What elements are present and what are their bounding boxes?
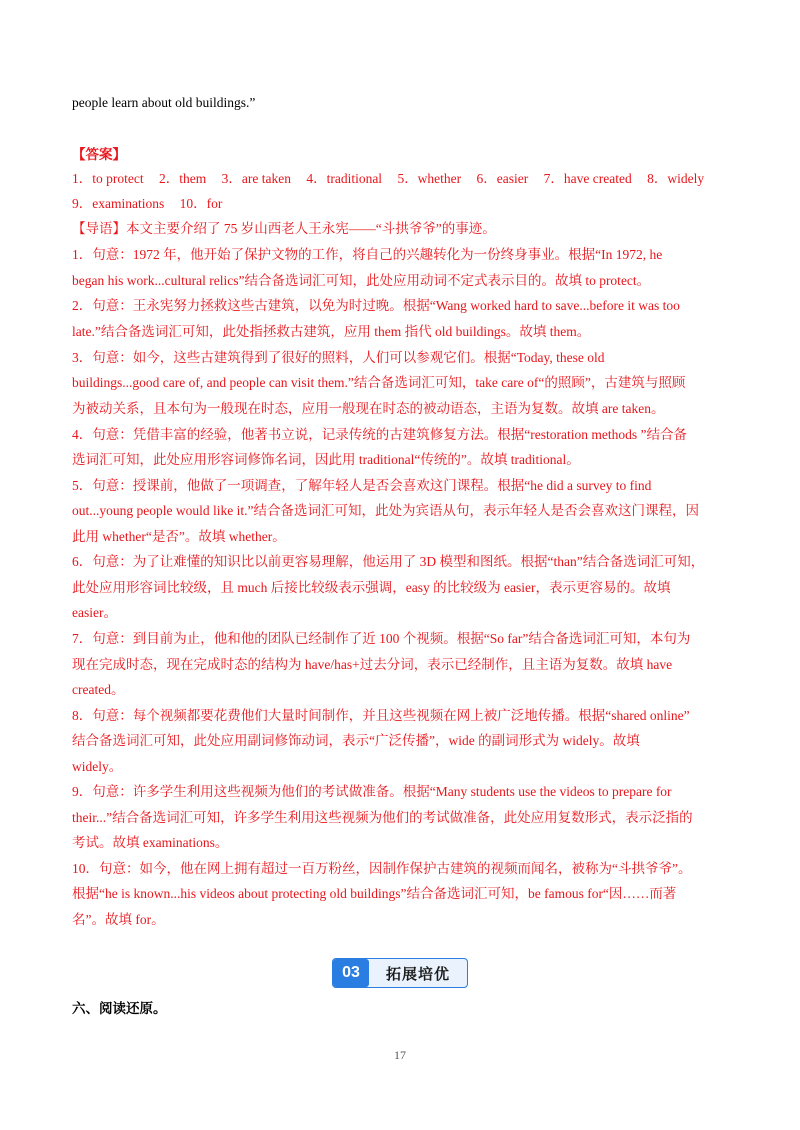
answer-item: 10．for xyxy=(179,196,223,211)
explanation-line: 10．句意：如今，他在网上拥有超过一百万粉丝，因制作保护古建筑的视频而闻名，被称为“斗拱爷爷”。 xyxy=(72,861,692,876)
answer-heading: 【答案】 xyxy=(72,147,126,162)
explanation-line: created。 xyxy=(72,682,125,697)
answer-item: 2．them xyxy=(158,171,207,186)
answers-row-2 xyxy=(72,195,732,213)
guide-text: 【导语】本文主要介绍了 75 岁山西老人王永宪——“斗拱爷爷”的事迹。 xyxy=(72,221,496,236)
explanation-line: 1．句意：1972 年，他开始了保护文物的工作，将自己的兴趣转化为一份终身事业。根据“In 1972, he xyxy=(72,247,663,262)
explanation-line: began his work...cultural relics”结合备选词汇可知，此处应用动词不定式表示目的。故填 to protect。 xyxy=(72,273,651,288)
explanation-line: 结合备选词汇可知，此处应用副词修饰动词，表示“广泛传播”，wide 的副词形式为 widely。故填 xyxy=(72,733,640,748)
section-number: 03 xyxy=(333,959,369,987)
explanation-line: 8．句意：每个视频都要花费他们大量时间制作，并且这些视频在网上被广泛地传播。根据“shared online” xyxy=(72,708,690,723)
explanation-line: late.”结合备选词汇可知，此处指拯救古建筑，应用 them 指代 old buildings。故填 them。 xyxy=(72,324,591,339)
section-badge xyxy=(332,958,468,988)
explanation-line: out...young people would like it.”结合备选词汇可知，此处为宾语从句，表示年轻人是否会喜欢这门课程，因 xyxy=(72,503,699,518)
answer-item: 1．to protect xyxy=(72,171,144,186)
explanation-line: 4．句意：凭借丰富的经验，他著书立说，记录传统的古建筑修复方法。根据“restoration methods ”结合备 xyxy=(72,427,687,442)
answer-item: 5．whether xyxy=(397,171,462,186)
answer-item: 9．examinations xyxy=(72,196,165,211)
explanation-line: 此用 whether“是否”。故填 whether。 xyxy=(72,529,286,544)
explanation-line: 5．句意：授课前，他做了一项调查，了解年轻人是否会喜欢这门课程。根据“he did a survey to find xyxy=(72,478,652,493)
explanation-line: their...”结合备选词汇可知，许多学生利用这些视频为他们的考试做准备，此处应用复数形式，表示泛指的 xyxy=(72,810,693,825)
explanation-line: 名”。故填 for。 xyxy=(72,912,165,927)
explanation-line: 选词汇可知，此处应用形容词修饰名词，因此用 traditional“传统的”。故填 traditional。 xyxy=(72,452,580,467)
answer-item: 4．traditional xyxy=(306,171,383,186)
answer-item: 6．easier xyxy=(476,171,529,186)
explanation-line: 此处应用形容词比较级，且 much 后接比较级表示强调，easy 的比较级为 easier，表示更容易的。故填 xyxy=(72,580,671,595)
answer-item: 3．are taken xyxy=(221,171,291,186)
section-title: 拓展培优 xyxy=(385,964,450,983)
section-heading: 六、阅读还原。 xyxy=(72,1001,167,1016)
previous-paragraph-tail: people learn about old buildings.” xyxy=(72,95,256,110)
explanation-line: 9．句意：许多学生利用这些视频为他们的考试做准备。根据“Many students use the videos to prepare for xyxy=(72,784,672,799)
explanation-line: 2．句意：王永宪努力拯救这些古建筑，以免为时过晚。根据“Wang worked hard to save...before it was too xyxy=(72,298,680,313)
explanation-line: 为被动关系，且本句为一般现在时态，应用一般现在时态的被动语态，主语为复数。故填 are taken。 xyxy=(72,401,665,416)
answer-item: 8．widely xyxy=(647,171,705,186)
explanation-line: easier。 xyxy=(72,605,117,620)
explanation-line: 考试。故填 examinations。 xyxy=(72,835,229,850)
answers-row-1 xyxy=(72,170,732,188)
explanation-line: 7．句意：到目前为止，他和他的团队已经制作了近 100 个视频。根据“So far”结合备选词汇可知，本句为 xyxy=(72,631,691,646)
explanation-line: buildings...good care of, and people can visit them.”结合备选词汇可知，take care of“的照顾”，古建筑与照顾 xyxy=(72,375,686,390)
answer-item: 7．have created xyxy=(543,171,632,186)
explanation-line: 现在完成时态，现在完成时态的结构为 have/has+过去分词，表示已经制作，且主语为复数。故填 have xyxy=(72,657,673,672)
explanation-line: 3．句意：如今，这些古建筑得到了很好的照料，人们可以参观它们。根据“Today, these old xyxy=(72,350,605,365)
page-number: 17 xyxy=(394,1048,406,1062)
explanation-line: widely。 xyxy=(72,759,123,774)
explanation-line: 根据“he is known...his videos about protecting old buildings”结合备选词汇可知，be famous for“因……而著 xyxy=(72,886,677,901)
explanation-line: 6．句意：为了让难懂的知识比以前更容易理解，他运用了 3D 模型和图纸。根据“than”结合备选词汇可知， xyxy=(72,554,705,569)
